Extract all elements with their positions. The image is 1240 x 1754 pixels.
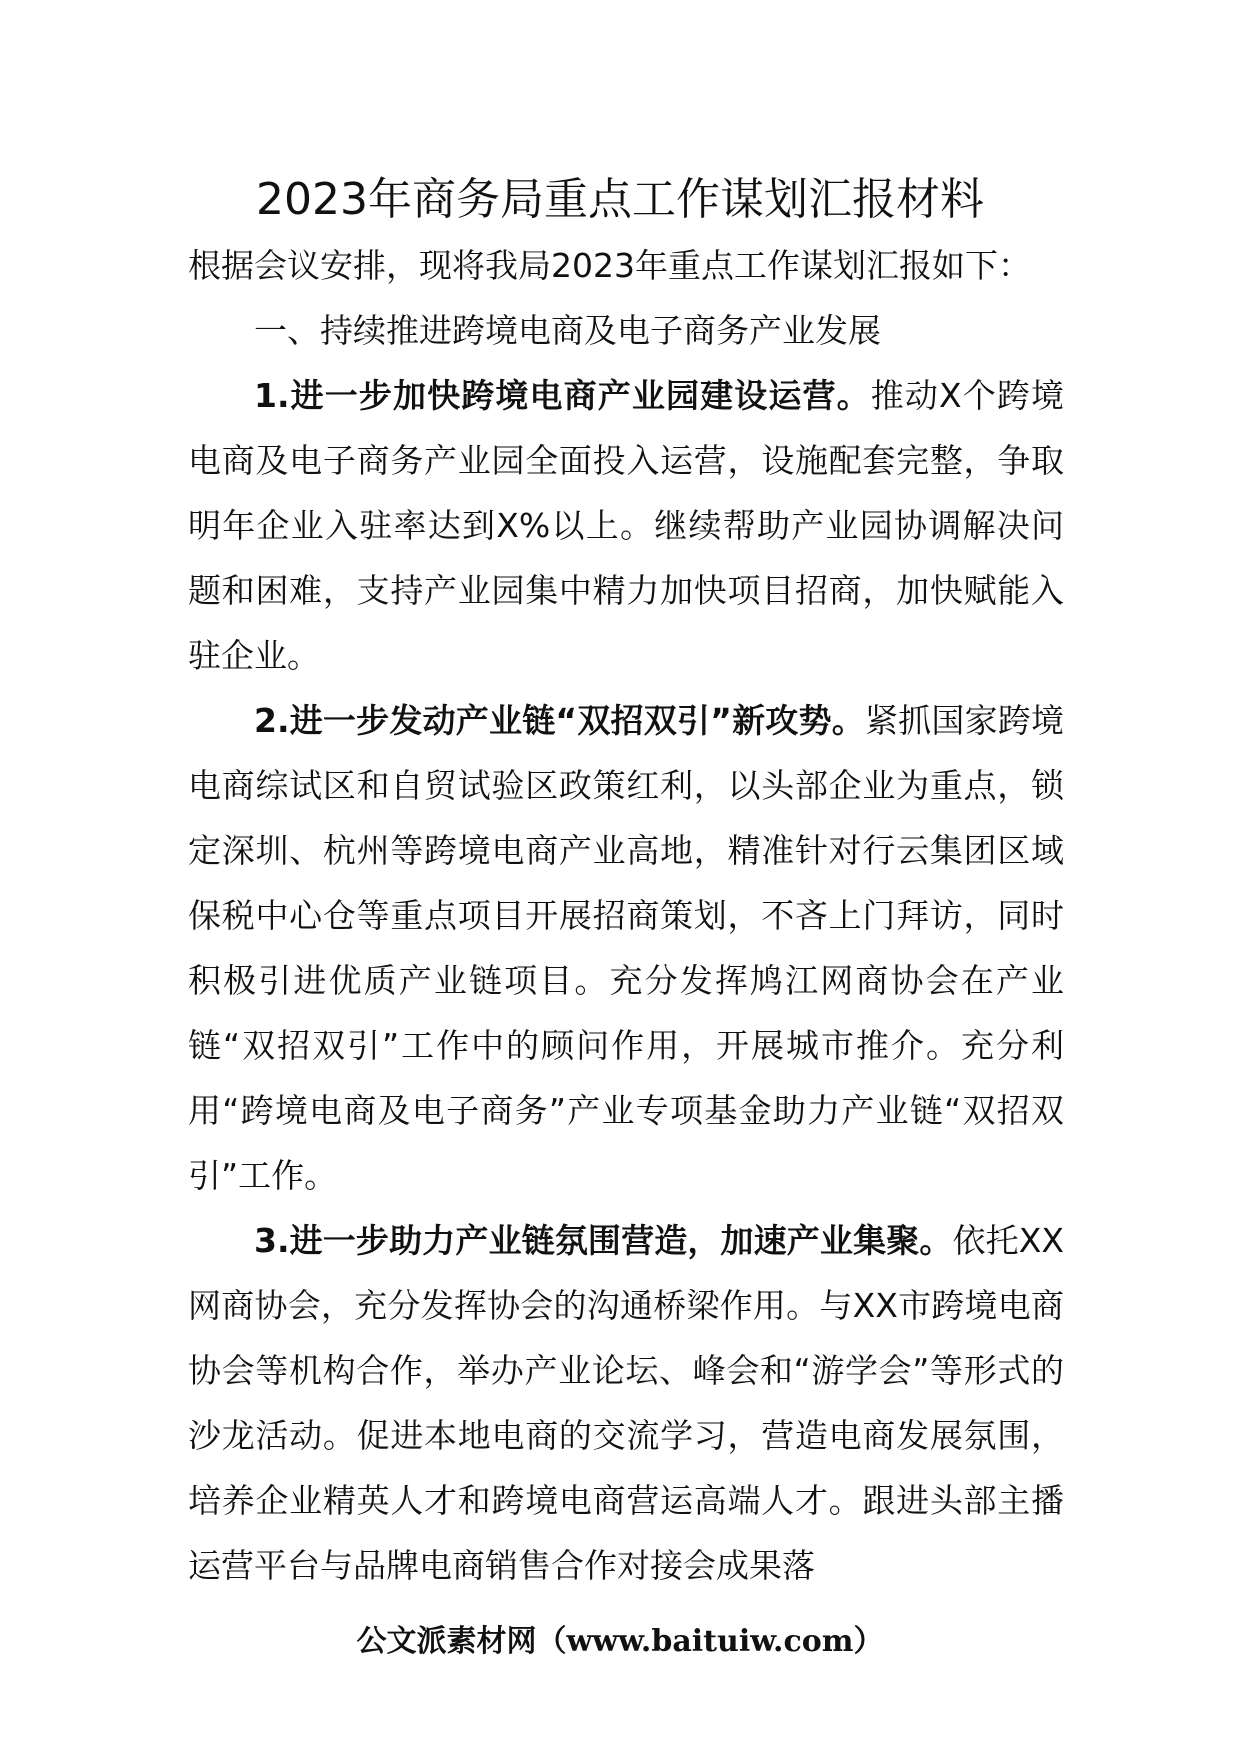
item-2-text: 紧抓国家跨境电商综试区和自贸试验区政策红利，以头部企业为重点，锁定深圳、杭州等跨境电商产业高地，精准针对行云集团区域保税中心仓等重点项目开展招商策划，不吝上门拜访，同时积极引进优质产业链项目。充分发挥鸠江网商协会在产业链“双招双引”工作中的顾问作用，开展城市推介。充分利用“跨境电商及电子商务”产业专项基金助力产业链“双招双引”工作。: [188, 701, 1065, 1195]
item-3-paragraph: [188, 1208, 1064, 1598]
item-2-lead: 2.进一步发动产业链“双招双引”新攻势。: [254, 701, 865, 740]
item-1-text: 推动X个跨境电商及电子商务产业园全面投入运营，设施配套完整，争取明年企业入驻率达到X%以上。继续帮助产业园协调解决问题和困难，支持产业园集中精力加快项目招商，加快赋能入驻企业。: [188, 376, 1065, 675]
footer-watermark: 公文派素材网（www.baituiw.com）: [356, 1624, 884, 1659]
document-title: 2023年商务局重点工作谋划汇报材料: [256, 174, 984, 225]
item-2-paragraph: [188, 688, 1064, 1208]
document-body: [188, 233, 1064, 1598]
item-3-lead: 3.进一步助力产业链氛围营造，加速产业集聚。: [254, 1221, 953, 1260]
item-3-text: 依托XX网商协会，充分发挥协会的沟通桥梁作用。与XX市跨境电商协会等机构合作，举办产业论坛、峰会和“游学会”等形式的沙龙活动。促进本地电商的交流学习，营造电商发展氛围，培养企业精英人才和跨境电商营运高端人才。跟进头部主播运营平台与品牌电商销售合作对接会成果落: [188, 1221, 1064, 1585]
item-1-lead: 1.进一步加快跨境电商产业园建设运营。: [254, 376, 871, 415]
section-heading: 一、持续推进跨境电商及电子商务产业发展: [254, 311, 881, 350]
intro-paragraph: 根据会议安排，现将我局2023年重点工作谋划汇报如下：: [188, 246, 1031, 285]
item-1-paragraph: [188, 363, 1064, 688]
